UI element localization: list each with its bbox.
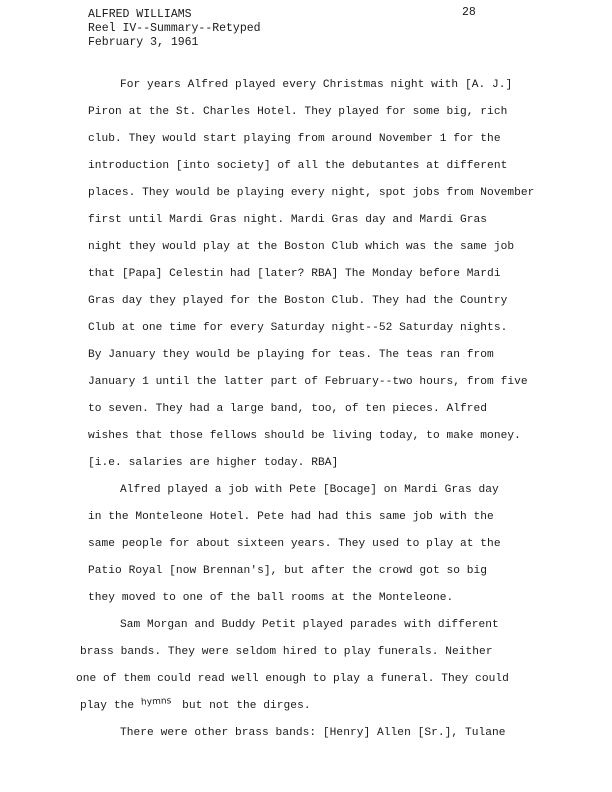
text-line: Sam Morgan and Buddy Petit played parades with different [120,619,499,631]
text-line: Gras day they played for the Boston Club. They had the Country [88,295,508,307]
text-line: night they would play at the Boston Club which was the same job [88,241,515,253]
text-line: they moved to one of the ball rooms at the Monteleone. [88,592,454,604]
text-line: first until Mardi Gras night. Mardi Gras day and Mardi Gras [88,214,488,226]
text-line: introduction [into society] of all the debutantes at different [88,160,508,172]
header-name: ALFRED WILLIAMS [88,8,192,21]
text-line: There were other brass bands: [Henry] Allen [Sr.], Tulane [120,727,506,739]
text-line: By January they would be playing for teas. The teas ran from [88,349,494,361]
text-line: Club at one time for every Saturday night--52 Saturday nights. [88,322,508,334]
text-line: January 1 until the latter part of February--two hours, from five [88,376,528,388]
text-line: to seven. They had a large band, too, of ten pieces. Alfred [88,403,488,415]
text-fragment: play the [80,700,135,712]
text-line: Patio Royal [now Brennan's], but after the crowd got so big [88,565,488,577]
text-line: same people for about sixteen years. They used to play at the [88,538,501,550]
text-line: Piron at the St. Charles Hotel. They played for some big, rich [88,106,508,118]
text-line: in the Monteleone Hotel. Pete had had this same job with the [88,511,494,523]
handwritten-insert: hymns [140,696,172,708]
text-line: brass bands. They were seldom hired to play funerals. Neither [80,646,493,658]
text-fragment: but not the dirges. [182,700,311,712]
text-line: places. They would be playing every night, spot jobs from November [88,187,535,199]
header-date: February 3, 1961 [88,36,199,49]
text-line: For years Alfred played every Christmas night with [A. J.] [120,79,513,91]
text-line: Alfred played a job with Pete [Bocage] on Mardi Gras day [120,484,499,496]
page-number: 28 [462,6,476,19]
text-line: wishes that those fellows should be living today, to make money. [88,430,521,442]
text-line-with-insert [80,696,311,713]
text-line: club. They would start playing from around November 1 for the [88,133,501,145]
header-reel: Reel IV--Summary--Retyped [88,22,261,35]
text-line: that [Papa] Celestin had [later? RBA] The Monday before Mardi [88,268,501,280]
text-line: one of them could read well enough to play a funeral. They could [76,673,509,685]
text-line: [i.e. salaries are higher today. RBA] [88,457,339,469]
